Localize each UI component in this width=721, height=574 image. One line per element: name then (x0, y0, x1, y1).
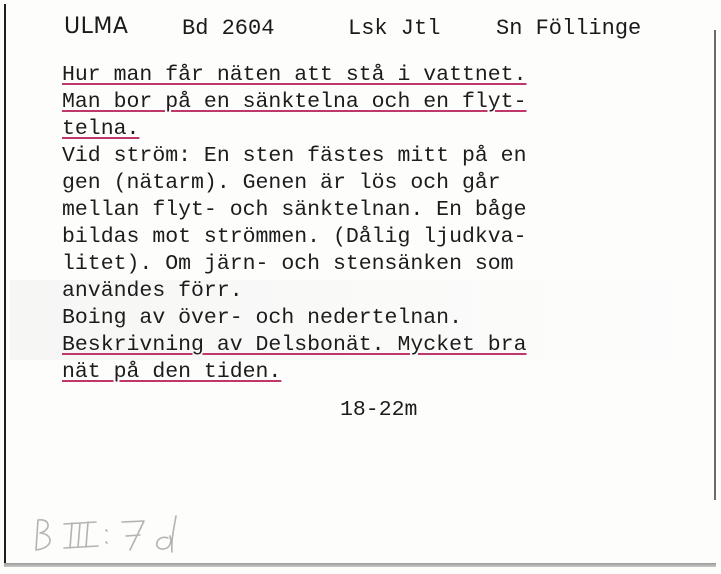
text-line: mellan flyt- och sänktelnan. En båge (62, 198, 527, 222)
text-line: användes förr. (62, 279, 243, 303)
text-line: telna. (62, 117, 140, 141)
text-line: nät på den tiden. (62, 360, 282, 384)
text-line: litet). Om järn- och stensänken som (62, 252, 514, 276)
card-body (62, 62, 526, 386)
text-line: Boing av över- och nedertelnan. (62, 306, 462, 330)
archive-name: ULMA (64, 14, 129, 39)
handwritten-signature (30, 510, 190, 556)
text-line: Beskrivning av Delsbonät. Mycket bra (62, 333, 527, 357)
parish-name: Sn Föllinge (496, 16, 642, 41)
volume-number: Bd 2604 (182, 16, 275, 41)
text-line: Vid ström: En sten fästes mitt på en (62, 144, 527, 168)
text-line: gen (nätarm). Genen är lös och går (62, 171, 501, 195)
text-line: Hur man får näten att stå i vattnet. (62, 63, 527, 87)
card-header (0, 14, 721, 48)
card-bottom-edge (4, 563, 716, 567)
text-line: bildas mot strömmen. (Dålig ljudkva- (62, 225, 527, 249)
card-left-edge (4, 4, 6, 564)
province-code: Lsk Jtl (348, 16, 441, 41)
text-line: Man bor på en sänktelna och en flyt- (62, 90, 527, 114)
card-right-edge (714, 30, 716, 500)
depth-range: 18-22m (340, 398, 418, 422)
